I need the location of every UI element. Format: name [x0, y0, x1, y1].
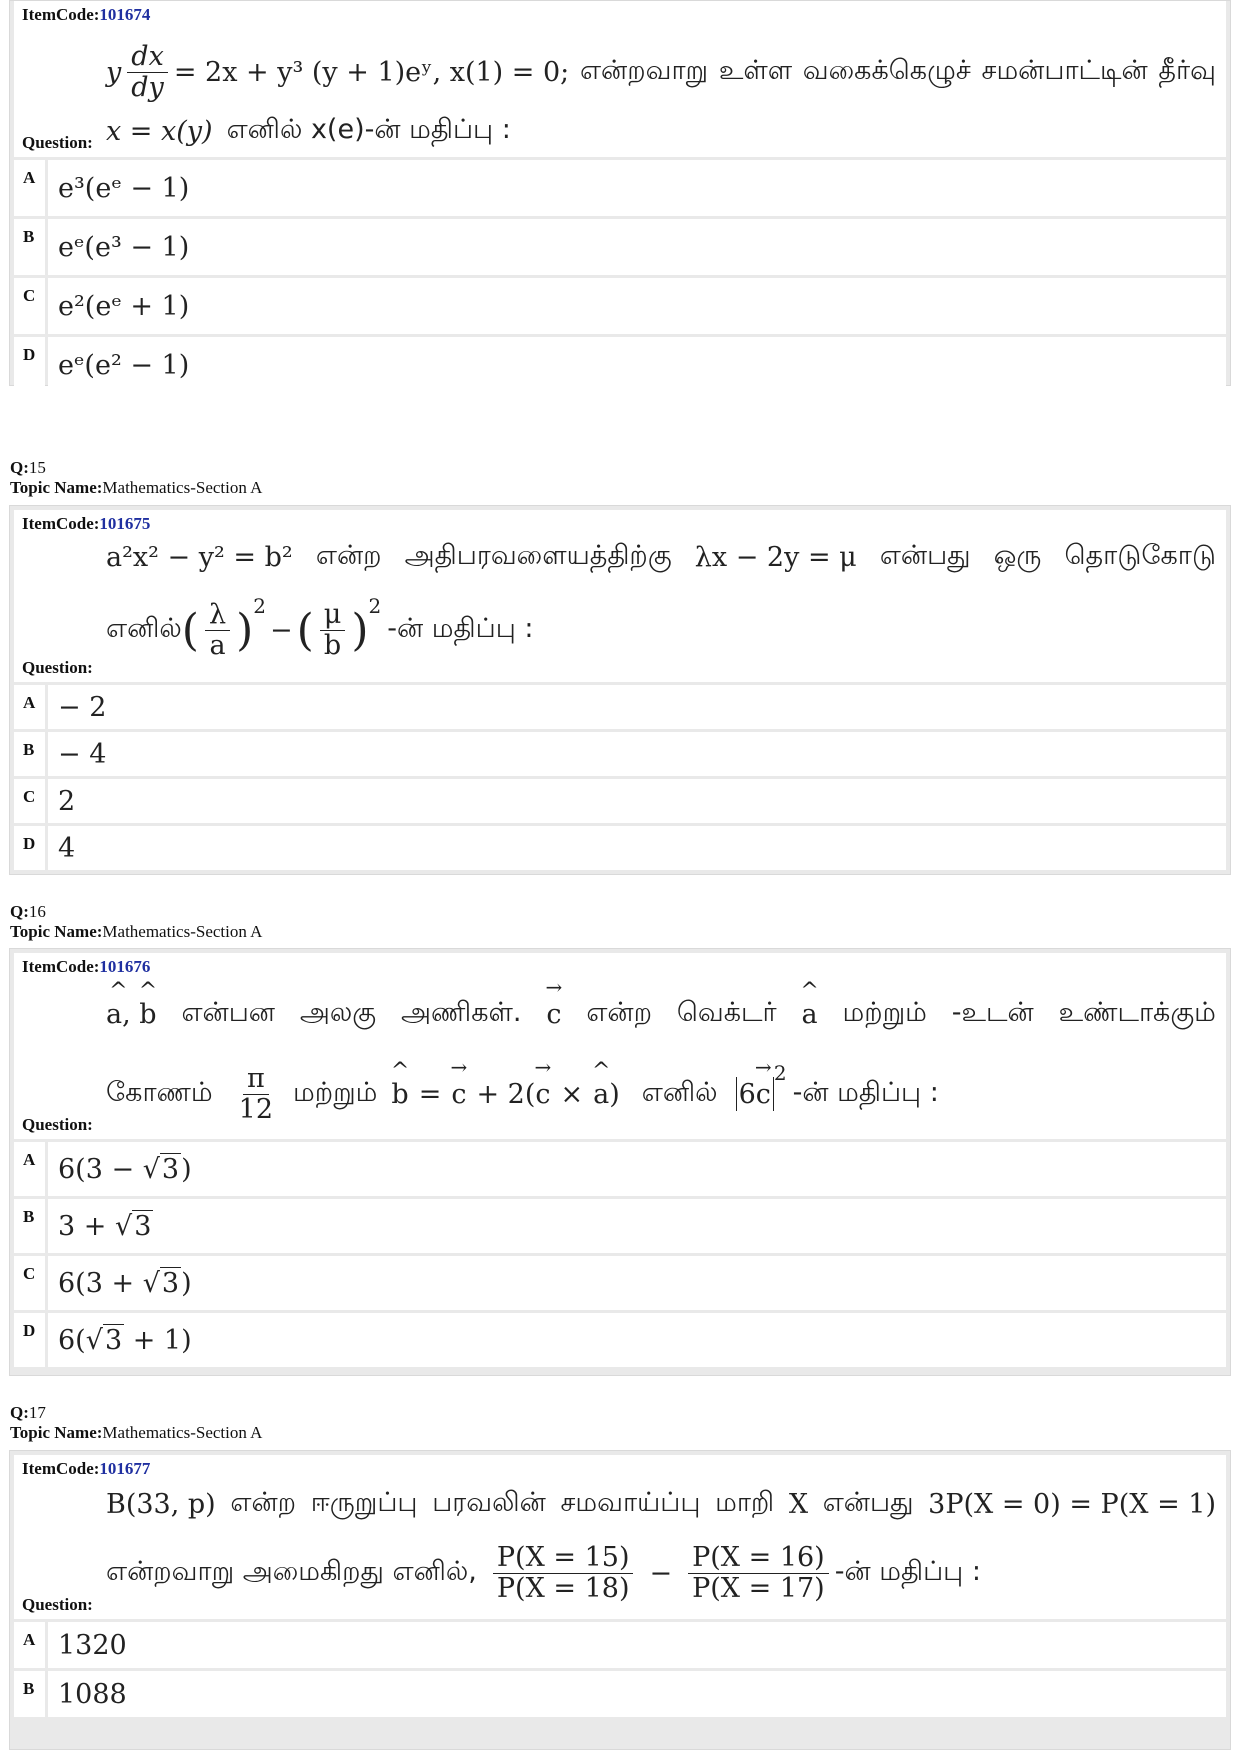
question-text: ^ a, ^ b என்பன அலகு அணிகள். → c என்ற வெக்டர் ^ a மற்றும் -உடன் உண்டாக்கும் கோணம் $\frac{\pi}{12}$ மற்றும் ^ b = → c + 2( → c × ^ a ) எனில் 6 → c $^2$ -ன் மதிப்பு :: [106, 977, 1216, 1137]
option-c[interactable]: C e²(eᵉ + 1): [14, 278, 1226, 334]
question-meta-15: Q:15 Topic Name:Mathematics-Section A: [10, 458, 263, 497]
question-meta-17: Q:17 Topic Name:Mathematics-Section A: [10, 1403, 263, 1442]
option-d[interactable]: D 6( √3 + 1): [14, 1313, 1226, 1367]
option-b[interactable]: B − 4: [14, 732, 1226, 776]
option-b[interactable]: B 1088: [14, 1671, 1226, 1717]
option-d[interactable]: D eᵉ(e² − 1): [14, 337, 1226, 393]
question-header: [14, 953, 1226, 1139]
item-code: ItemCode:101677: [22, 1459, 151, 1478]
item-code: ItemCode:101674: [22, 5, 151, 24]
question-meta-16: Q:16 Topic Name:Mathematics-Section A: [10, 902, 263, 941]
option-a[interactable]: A 1320: [14, 1622, 1226, 1668]
option-d[interactable]: D 4: [14, 826, 1226, 870]
question-card-101674: [9, 0, 1231, 386]
option-c[interactable]: C 6(3 + √3 ): [14, 1256, 1226, 1310]
question-text: B(33, p) என்ற ஈருறுப்பு பரவலின் சமவாய்ப்பு மாறி X என்பது 3P(X = 0) = P(X = 1) என்றவாறு அமைகிறது எனில், $\frac{P(X = 15)}{P(X = 18)}$ − $\frac{P(X = 16)}{P(X = 17)}$ -ன் மதிப்பு :: [106, 1486, 1216, 1604]
question-header: [14, 510, 1226, 682]
option-a[interactable]: A 6(3 − √3 ): [14, 1142, 1226, 1196]
question-card-101676: [9, 948, 1231, 1376]
item-code: ItemCode:101675: [22, 514, 151, 533]
question-label: Question:: [22, 658, 93, 677]
question-card-101675: [9, 505, 1231, 875]
question-label: Question:: [22, 133, 93, 152]
question-label: Question:: [22, 1595, 93, 1614]
question-header: [14, 1455, 1226, 1619]
option-a[interactable]: A − 2: [14, 685, 1226, 729]
option-b[interactable]: B 3 + √3: [14, 1199, 1226, 1253]
question-card-101677: [9, 1450, 1231, 1750]
question-text: a²x² − y² = b² என்ற அதிபரவளையத்திற்கு λx − 2y = μ என்பது ஒரு தொடுகோடு எனில் ( $\frac{\lambda}{a}$ ) $^2$ − ( $\frac{\mu}{b}$ ) $^2$ -ன் மதிப்பு :: [106, 539, 1216, 661]
option-b[interactable]: B eᵉ(e³ − 1): [14, 219, 1226, 275]
item-code: ItemCode:101676: [22, 957, 151, 976]
option-a[interactable]: A e³(eᵉ − 1): [14, 160, 1226, 216]
question-text: y $\frac{dx}{dy}$ = 2x + y³ (y + 1)eʸ, x(1) = 0; என்றவாறு உள்ள வகைக்கெழுச் சமன்பாட்டின் தீர்வு x = x(y) எனில் x(e)-ன் மதிப்பு :: [106, 40, 1216, 147]
option-c[interactable]: C 2: [14, 779, 1226, 823]
question-label: Question:: [22, 1115, 93, 1134]
question-header: [14, 1, 1226, 157]
